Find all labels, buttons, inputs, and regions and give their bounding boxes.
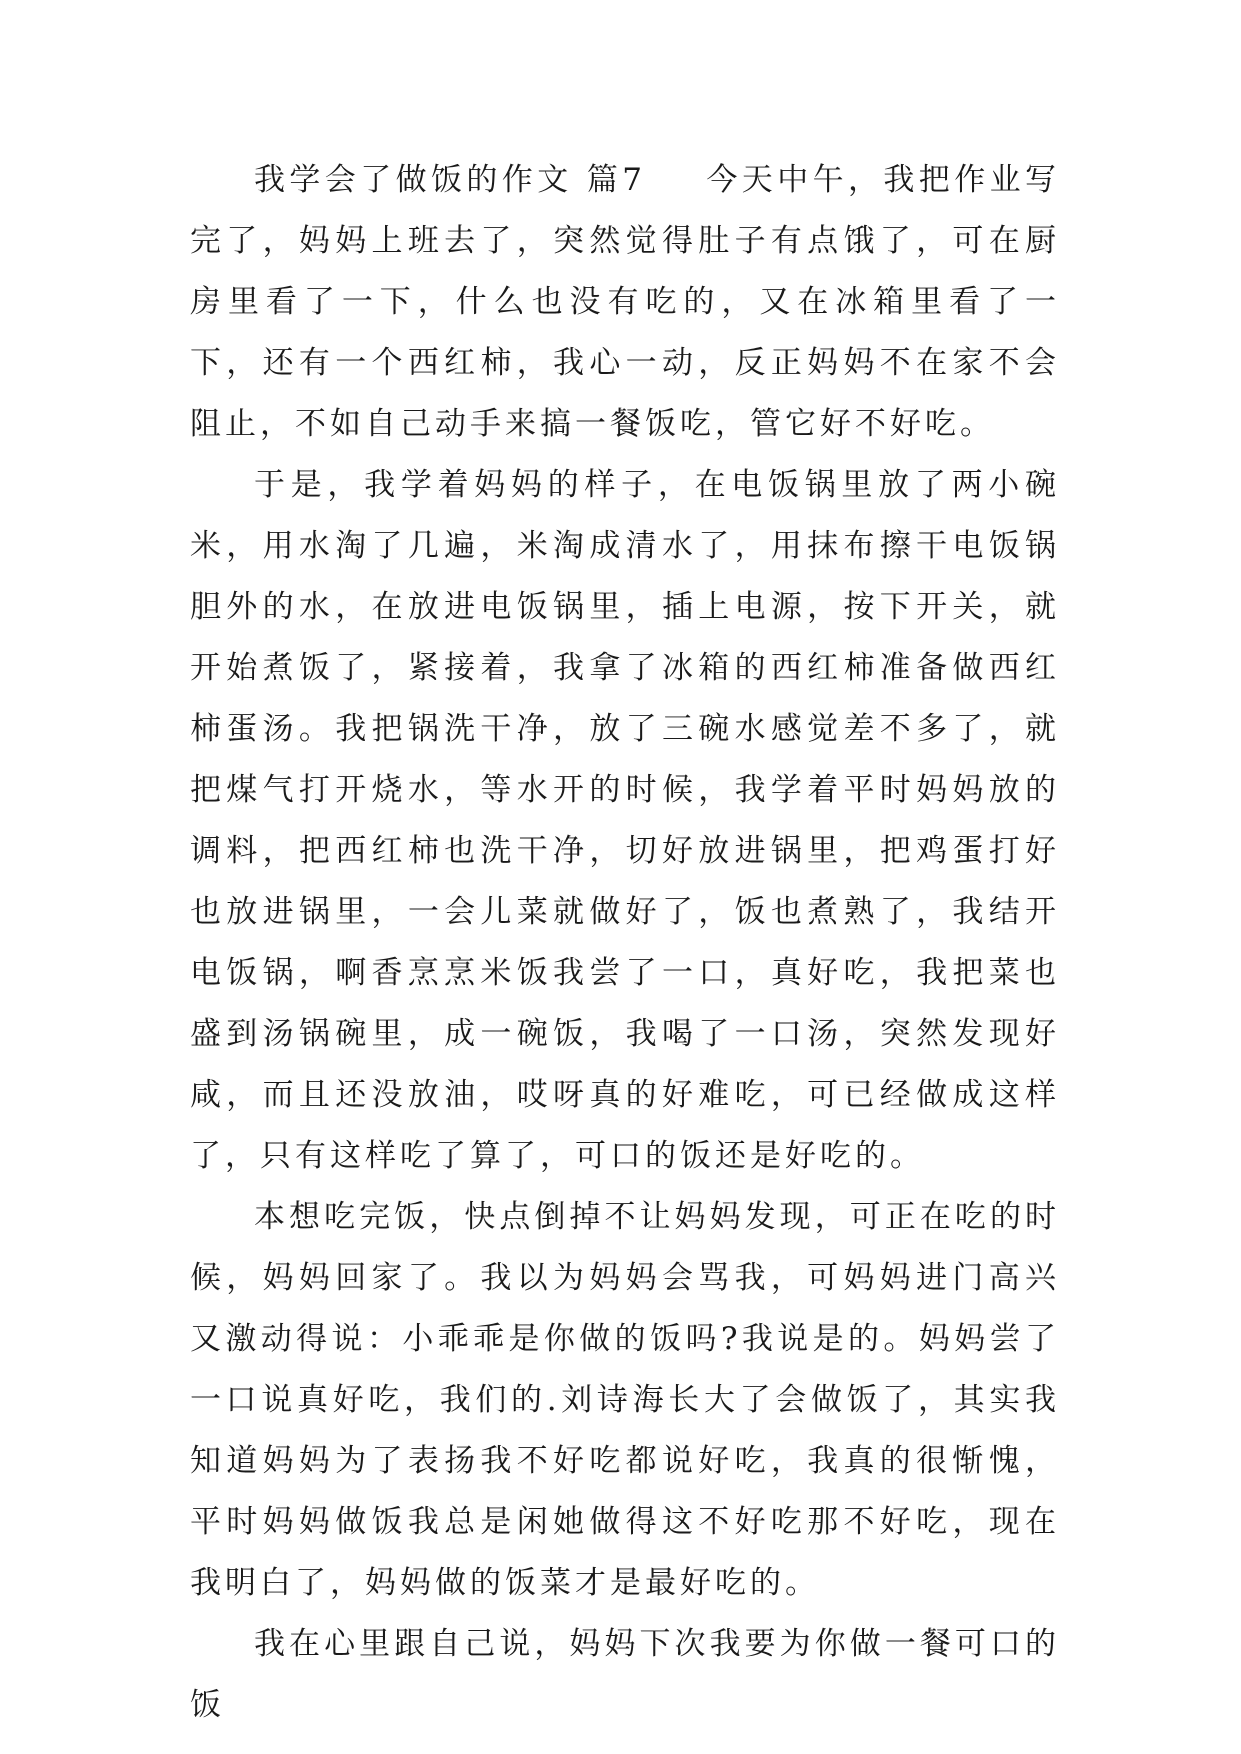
- article-body: [190, 150, 1060, 1736]
- article-heading: 我学会了做饭的作文 篇7: [254, 162, 646, 198]
- paragraph-4: 我在心里跟自己说，妈妈下次我要为你做一餐可口的饭: [190, 1626, 1060, 1723]
- paragraph-1-text: 今天中午，我把作业写完了，妈妈上班去了，突然觉得肚子有点饿了，可在厨房里看了一下，什么也没有吃的，又在冰箱里看了一下，还有一个西红柿，我心一动，反正妈妈不在家不会阻止，不如自己动手来搞一餐饭吃，管它好不好吃。: [190, 162, 1061, 442]
- paragraph-2: 于是，我学着妈妈的样子，在电饭锅里放了两小碗米，用水淘了几遍，米淘成清水了，用抹布擦干电饭锅胆外的水，在放进电饭锅里，插上电源，按下开关，就开始煮饭了，紧接着，我拿了冰箱的西红柿准备做西红柿蛋汤。我把锅洗干净，放了三碗水感觉差不多了，就把煤气打开烧水，等水开的时候，我学着平时妈妈放的调料，把西红柿也洗干净，切好放进锅里，把鸡蛋打好也放进锅里，一会儿菜就做好了，饭也煮熟了，我结开电饭锅，啊香烹烹米饭我尝了一口，真好吃，我把菜也盛到汤锅碗里，成一碗饭，我喝了一口汤，突然发现好咸，而且还没放油，哎呀真的好难吃，可已经做成这样了，只有这样吃了算了，可口的饭还是好吃的。: [190, 467, 1060, 1174]
- paragraph-3: 本想吃完饭，快点倒掉不让妈妈发现，可正在吃的时候，妈妈回家了。我以为妈妈会骂我，可妈妈进门高兴又激动得说：小乖乖是你做的饭吗?我说是的。妈妈尝了一口说真好吃，我们的.刘诗海长大了会做饭了，其实我知道妈妈为了表扬我不好吃都说好吃，我真的很惭愧，平时妈妈做饭我总是闲她做得这不好吃那不好吃，现在我明白了，妈妈做的饭菜才是最好吃的。: [190, 1199, 1060, 1601]
- paragraph-1: [190, 150, 1060, 455]
